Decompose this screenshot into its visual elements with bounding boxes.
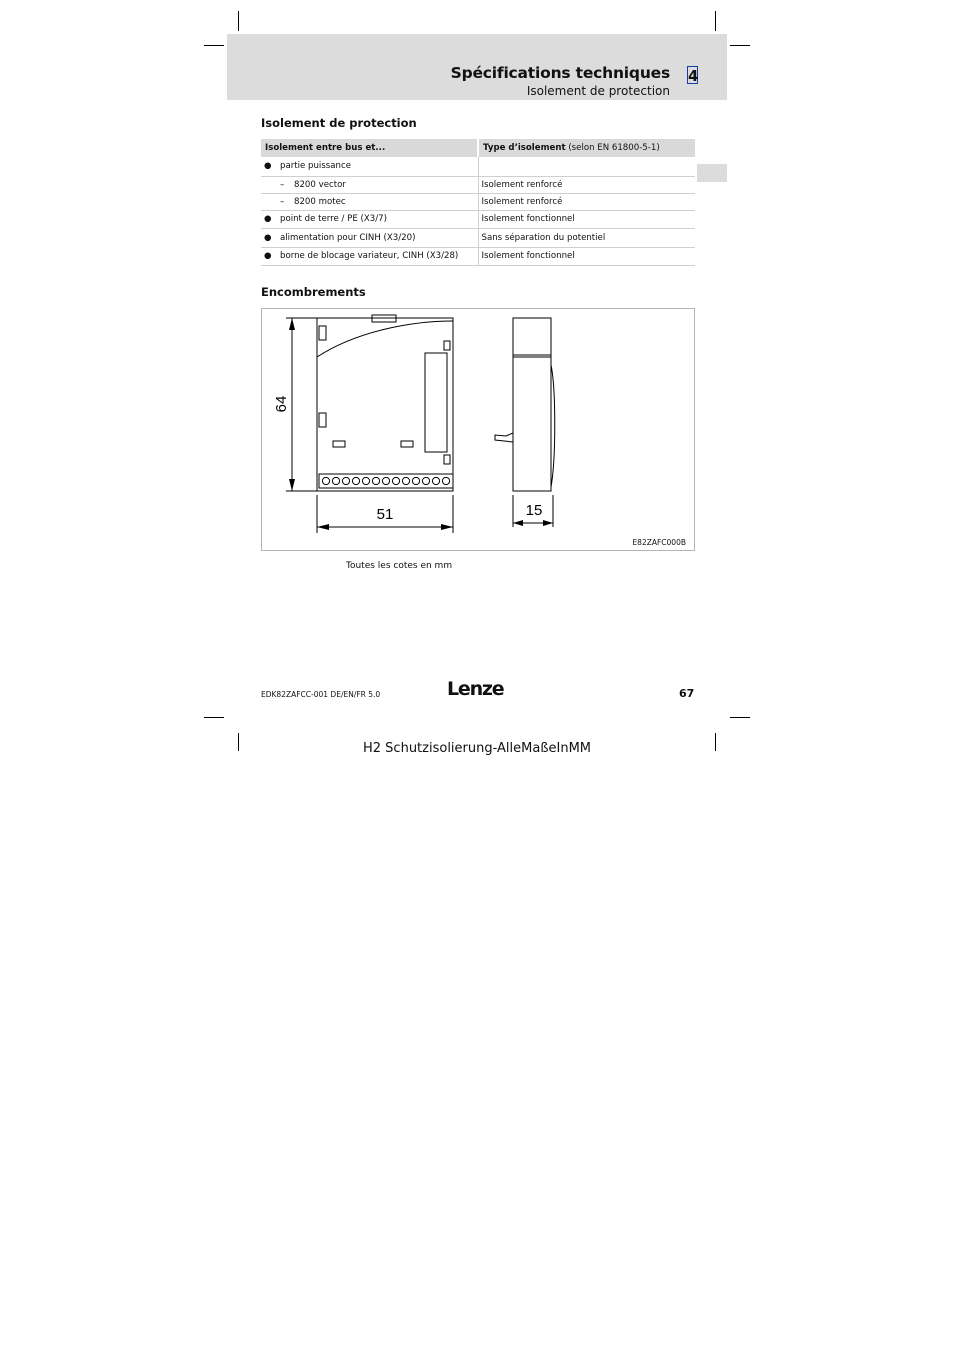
dash-marker: – (280, 196, 285, 207)
table-row (261, 247, 695, 265)
row-label: borne de blocage variateur, CINH (X3/28) (280, 251, 459, 261)
side-tab (697, 164, 727, 182)
isolation-table (261, 139, 695, 266)
crop-mark (204, 717, 224, 718)
row-label: 8200 motec (294, 196, 346, 207)
bullet-marker: ● (264, 251, 272, 261)
crop-mark (730, 717, 750, 718)
dimension-drawing (261, 308, 695, 551)
bottom-caption: H2 Schutzisolierung-AlleMaßeInMM (363, 741, 592, 756)
row-value: Isolement renforcé (478, 193, 695, 210)
bullet-marker: ● (264, 232, 272, 243)
table-row (261, 176, 695, 193)
switch-left (333, 441, 345, 447)
side-clip (495, 433, 513, 442)
terminal-screws (322, 477, 449, 484)
chapter-title: Spécifications techniques (450, 64, 670, 82)
crop-mark (238, 11, 239, 31)
crop-mark (204, 45, 224, 46)
dim-label-width: 51 (376, 506, 394, 523)
row-value: Isolement fonctionnel (478, 247, 695, 265)
table-row (261, 157, 695, 176)
side-curve (551, 365, 555, 487)
table-row (261, 210, 695, 228)
lenze-logo: Lenze (447, 678, 504, 700)
row-label: 8200 vector (294, 179, 346, 190)
section-heading-dimensions: Encombrements (261, 285, 366, 299)
row-value (478, 157, 695, 176)
module-side-outline (513, 318, 551, 491)
figure-caption: Toutes les cotes en mm (346, 561, 453, 571)
dimension-drawing-svg (262, 309, 694, 550)
crop-mark (238, 733, 239, 751)
switch-right (401, 441, 413, 447)
col-header-bus: Isolement entre bus et... (261, 139, 478, 157)
table-row (261, 228, 695, 247)
figure-code: E82ZAFC000B (632, 538, 686, 547)
row-value: Sans séparation du potentiel (478, 228, 695, 247)
footer-doc-ref: EDK82ZAFCC-001 DE/EN/FR 5.0 (261, 690, 381, 699)
table-header-row (261, 139, 695, 157)
crop-mark (715, 733, 716, 751)
row-value: Isolement fonctionnel (478, 210, 695, 228)
led-slot-top (319, 326, 326, 340)
col-header-type-bold: Type d’isolement (483, 143, 566, 153)
section-heading-isolation: Isolement de protection (261, 116, 417, 130)
dim-label-height: 64 (273, 395, 290, 413)
module-cover-curve (317, 321, 453, 357)
col-header-type (478, 139, 695, 157)
module-front-outline (317, 318, 453, 491)
chapter-subtitle: Isolement de protection (526, 84, 670, 98)
dim-label-depth: 15 (525, 502, 543, 519)
table-row (261, 193, 695, 210)
crop-mark (730, 45, 750, 46)
small-window-bottom (444, 455, 450, 464)
row-value: Isolement renforcé (478, 176, 695, 193)
col-header-type-norm: (selon EN 61800-5-1) (565, 143, 660, 153)
led-slot-mid (319, 413, 326, 427)
small-window-top (444, 341, 450, 350)
row-label: point de terre / PE (X3/7) (280, 214, 387, 224)
crop-mark (715, 11, 716, 31)
bullet-marker: ● (264, 161, 272, 172)
row-label: alimentation pour CINH (X3/20) (280, 232, 416, 243)
label-panel (425, 353, 447, 452)
chapter-number[interactable]: 4 (688, 67, 699, 85)
bullet-marker: ● (264, 214, 272, 224)
dash-marker: – (280, 179, 285, 190)
page-number: 67 (679, 687, 695, 700)
row-label: partie puissance (280, 161, 351, 172)
